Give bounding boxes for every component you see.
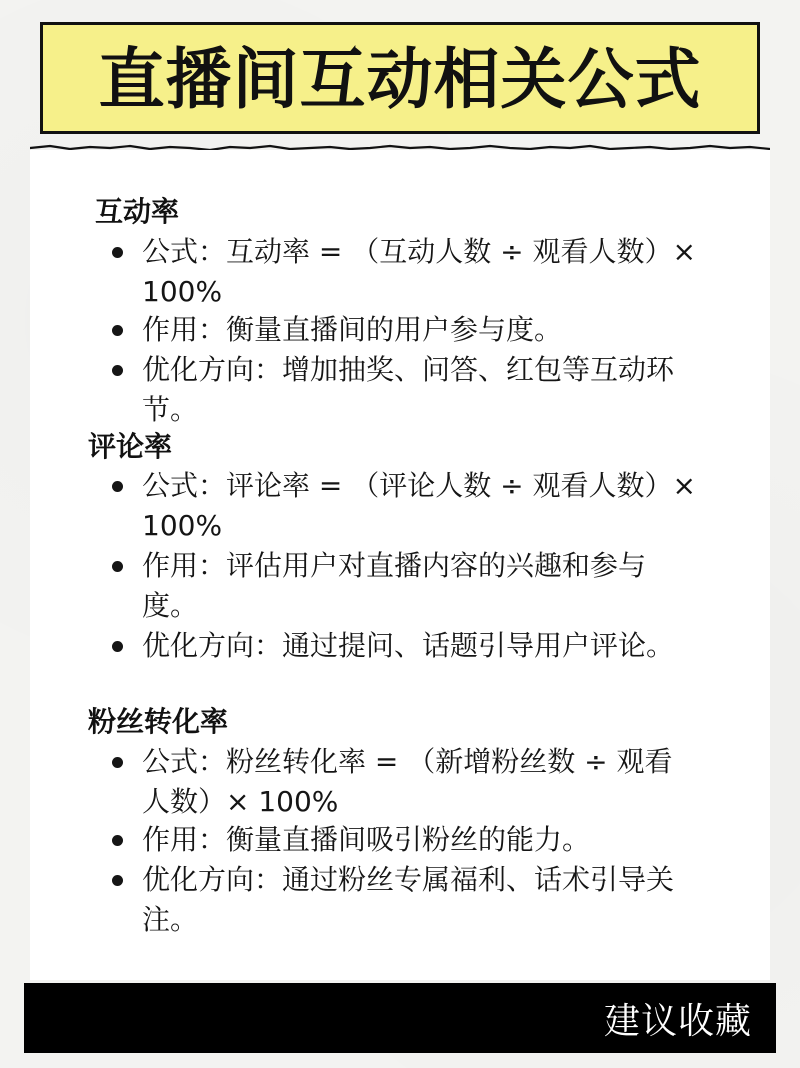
bullet-icon [112,561,123,572]
list-item [110,310,700,350]
bullet-icon [112,641,123,652]
list-item [110,350,700,430]
bullet-text: 优化方向：通过粉丝专属福利、话术引导关注。 [142,863,675,936]
list-item [110,546,700,626]
section-heading-comment-rate: 评论率 [88,430,173,463]
title-banner [40,22,760,134]
list-item [110,820,700,860]
list-item [110,860,700,940]
bullet-text: 作用：衡量直播间吸引粉丝的能力。 [142,823,591,856]
footer-bar [24,983,776,1053]
section-heading-fan-conversion-rate: 粉丝转化率 [88,705,229,738]
list-item [110,742,700,822]
bullet-icon [112,481,123,492]
list-item [110,232,700,312]
bullet-icon [112,835,123,846]
bullet-text: 作用：衡量直播间的用户参与度。 [142,313,563,346]
bullet-text: 优化方向：通过提问、话题引导用户评论。 [142,629,675,662]
bullet-icon [112,757,123,768]
bullet-text: 公式：互动率 = （互动人数 ÷ 观看人数）× 100% [142,235,696,308]
bullet-icon [112,247,123,258]
bullet-text: 公式：评论率 = （评论人数 ÷ 观看人数）× 100% [142,469,696,542]
section-heading-interaction-rate: 互动率 [95,195,180,228]
bullet-icon [112,325,123,336]
list-item [110,626,700,666]
bullet-text: 公式：粉丝转化率 = （新增粉丝数 ÷ 观看人数）× 100% [142,745,673,818]
bullet-text: 作用：评估用户对直播内容的兴趣和参与度。 [142,549,647,622]
bullet-icon [112,365,123,376]
page-title: 直播间互动相关公式 [98,41,702,118]
list-item [110,466,700,546]
bullet-icon [112,875,123,886]
save-suggestion-label: 建议收藏 [603,1000,752,1042]
bullet-text: 优化方向：增加抽奖、问答、红包等互动环节。 [142,353,675,426]
